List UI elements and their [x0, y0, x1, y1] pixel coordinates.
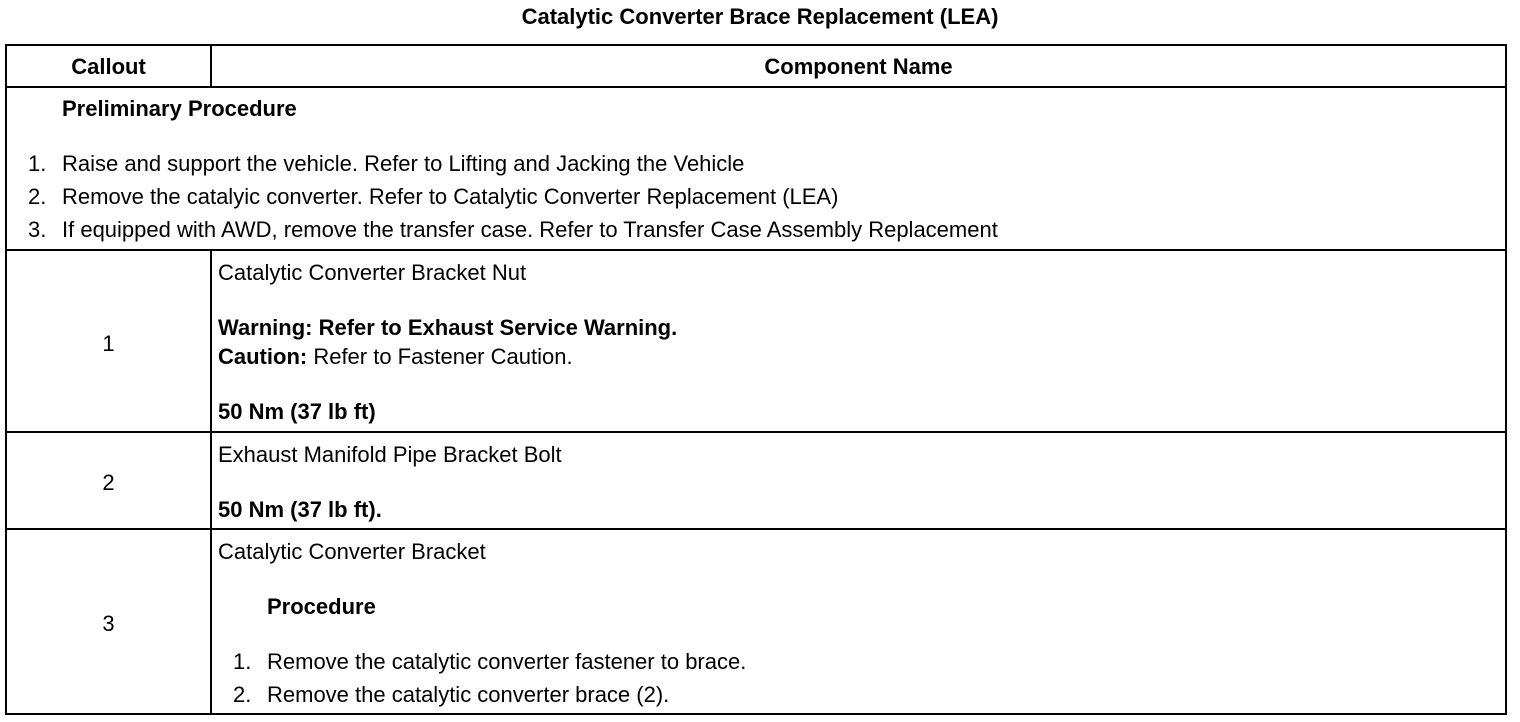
step-number: 1. — [233, 649, 252, 674]
row-1-divider — [5, 431, 1507, 433]
component-name: Exhaust Manifold Pipe Bracket Bolt — [218, 442, 562, 467]
step-text: If equipped with AWD, remove the transfer case. Refer to Transfer Case Assembly Replacement — [62, 217, 998, 242]
caution-note — [218, 344, 573, 370]
step-text: Remove the catalytic converter brace (2). — [267, 682, 670, 707]
preliminary-row-divider — [5, 249, 1507, 251]
step-number: 2. — [233, 682, 252, 707]
step-number: 3. — [28, 217, 47, 242]
step-number: 1. — [28, 151, 47, 176]
callout-number: 3 — [102, 611, 115, 636]
header-component-name: Component Name — [764, 54, 953, 79]
torque-spec: 50 Nm (37 lb ft) — [218, 399, 376, 424]
page-title: Catalytic Converter Brace Replacement (LEA) — [521, 4, 999, 29]
preliminary-heading: Preliminary Procedure — [62, 96, 297, 121]
row-2-divider — [5, 528, 1507, 530]
callout-number: 2 — [102, 470, 115, 495]
procedure-table — [5, 44, 1507, 715]
step-text: Remove the catalyic converter. Refer to Catalytic Converter Replacement (LEA) — [62, 184, 839, 209]
component-name: Catalytic Converter Bracket — [218, 539, 486, 564]
callout-number: 1 — [102, 331, 115, 356]
header-callout: Callout — [71, 54, 146, 79]
caution-text: Refer to Fastener Caution. — [307, 344, 573, 369]
warning-note: Warning: Refer to Exhaust Service Warning. — [218, 315, 678, 340]
body-column-divider — [210, 249, 212, 715]
step-text: Raise and support the vehicle. Refer to Lifting and Jacking the Vehicle — [62, 151, 745, 176]
caution-label: Caution: — [218, 344, 308, 369]
component-name: Catalytic Converter Bracket Nut — [218, 260, 527, 285]
step-text: Remove the catalytic converter fastener to brace. — [267, 649, 747, 674]
step-number: 2. — [28, 184, 47, 209]
header-row-divider — [5, 86, 1507, 88]
torque-spec: 50 Nm (37 lb ft). — [218, 497, 382, 522]
procedure-heading: Procedure — [267, 594, 376, 619]
